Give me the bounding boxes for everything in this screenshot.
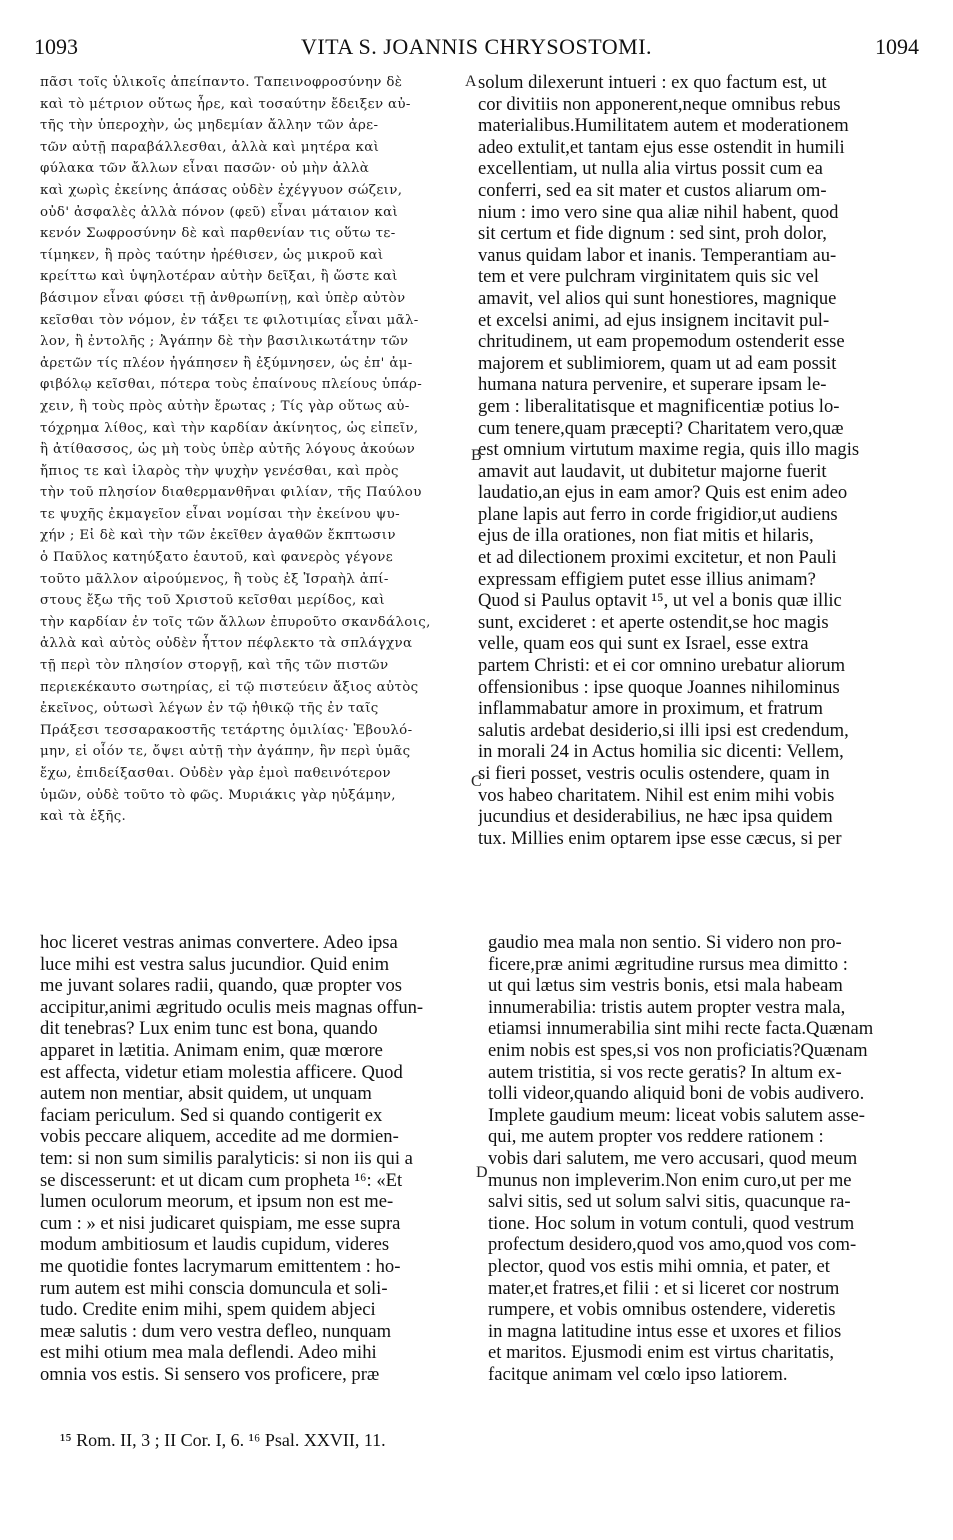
text-line: περιεκέκαυτο σωτηρίας, εἰ τῷ πιστεύειν ἄξιος αὐτὸς bbox=[40, 679, 419, 695]
text-line: ἀρετῶν τίς πλέον ἠγάπησεν ἢ ἐξύμνησεν, ὡς ἐπ' ἀμ- bbox=[40, 355, 413, 371]
text-line: facitque animam vel cœlo ipso latiorem. bbox=[488, 1363, 788, 1385]
text-line: si fieri posset, vestris oculis ostendere, quam in bbox=[478, 763, 830, 784]
text-line: Implete gaudium meum: liceat vobis salutem asse- bbox=[488, 1104, 865, 1126]
text-line: χειν, ἢ τοὺς πρὸς αὐτὴν ἔρωτας ; Τίς γὰρ οὕτως αὐ- bbox=[40, 398, 410, 414]
margin-marker-a: A bbox=[465, 73, 477, 90]
text-line: luce mihi est vestra salus jucundior. Quid enim bbox=[40, 953, 390, 975]
text-line: qui, me autem propter vos reddere rationem : bbox=[488, 1126, 824, 1148]
text-line: ἀλλὰ καὶ αὐτὸς οὐδὲν ἧττον πέφλεκτο τὰ σπλάγχνα bbox=[40, 636, 413, 652]
text-line: vobis dari salutem, me vero accusari, quod meum bbox=[488, 1147, 858, 1169]
text-line: lumen oculorum meorum, et ipsum non est me- bbox=[40, 1191, 394, 1213]
text-line: ἐκεῖνος, οὑτωσὶ λέγων ἐν τῷ ἠθικῷ τῆς ἐν ταῖς bbox=[40, 701, 379, 717]
text-line: τὴν τοῦ πλησίον διαθερμανθῆναι φιλίαν, τῆς Παύλου bbox=[40, 485, 422, 501]
text-line: enim nobis est spes,si vos non proficiatis?Quænam bbox=[488, 1039, 868, 1061]
margin-marker-c: C bbox=[471, 773, 482, 790]
text-line: τῇ περὶ τὸν πλησίον στοργῇ, καὶ τῆς τῶν πιστῶν bbox=[40, 658, 389, 674]
text-line: partem Christi: et ei cor omnino urebatur aliorum bbox=[478, 655, 846, 677]
text-line: tem: si non sum similis paralyticis: si non iis qui a bbox=[40, 1147, 413, 1169]
text-line: cum tenere,quam præcepti? Charitatem vero,quæ bbox=[478, 417, 844, 439]
text-line: meæ salutis : dum vero vestra defleo, nunquam bbox=[40, 1320, 392, 1342]
text-line: plector, quod vos estis mihi omnia, et pater, et bbox=[488, 1255, 830, 1277]
text-line: chritudinem, ut eam propemodum ostenderit esse bbox=[478, 331, 845, 353]
latin-text-column-top bbox=[478, 72, 923, 849]
text-line: τίμηκεν, ἢ πρὸς ταύτην ἠρέθισεν, ὡς μικροῦ καὶ bbox=[40, 247, 384, 263]
footnote: ¹⁵ Rom. II, 3 ; II Cor. I, 6. ¹⁶ Psal. XXVII, 11. bbox=[60, 1430, 386, 1450]
text-line: κεῖσθαι τὸν νόμον, ἐν τάξει τε φιλοτιμίας εἶναι μᾶλ- bbox=[40, 312, 419, 328]
text-line: hoc liceret vestras animas convertere. Adeo ipsa bbox=[40, 932, 398, 953]
page-title: VITA S. JOANNIS CHRYSOSTOMI. bbox=[300, 34, 653, 59]
text-line: munus non impleverim.Non enim curo,ut per me bbox=[488, 1169, 852, 1191]
text-line: se discesserunt: et ut dicam cum propheta ¹⁶: «Et bbox=[40, 1169, 403, 1191]
margin-marker-d: D bbox=[476, 1164, 488, 1181]
text-line: in magna latitudine intus esse et uxores et filios bbox=[488, 1320, 842, 1342]
text-line: et maritos. Ejusmodi enim est virtus charitatis, bbox=[488, 1342, 834, 1364]
text-line: vos habeo charitatem. Nihil est enim mihi vobis bbox=[478, 784, 835, 806]
text-line: omnia vos estis. Si sensero vos proficere, præ bbox=[40, 1363, 380, 1385]
text-line: sunt, excideret : et aperte ostendit,se hoc magis bbox=[478, 611, 829, 633]
text-line: sit certum et fide dignum : sed sint, proh dolor, bbox=[478, 223, 827, 245]
text-line: autem non mentiar, absit quidem, ut unquam bbox=[40, 1083, 372, 1105]
text-line: ficere,præ animi ægritudine rursus mea dimitto : bbox=[488, 953, 848, 975]
text-line: apparet in lætitia. Animam enim, quæ mœrore bbox=[40, 1039, 383, 1061]
text-line: materialibus.Humilitatem autem et moderationem bbox=[478, 115, 849, 137]
text-line: me juvant solares radii, quando, quæ propter vos bbox=[40, 975, 402, 997]
text-line: me quotidie fontes lacrymarum emittentem : ho- bbox=[40, 1255, 401, 1277]
text-line: ὁ Παῦλος κατηύξατο ἑαυτοῦ, καὶ φανερὸς γέγονε bbox=[40, 550, 394, 566]
text-line: etiamsi innumerabilia sint mihi recte facta.Quænam bbox=[488, 1018, 874, 1040]
text-line: autem tristitia, si vos recte geratis? In altum ex- bbox=[488, 1061, 842, 1083]
text-line: τῶν αὐτῇ παραβάλλεσθαι, ἀλλὰ καὶ μητέρα καὶ bbox=[40, 139, 380, 155]
text-line: ἤπιος τε καὶ ἱλαρὸς τὴν ψυχὴν γενέσθαι, καὶ πρὸς bbox=[40, 463, 399, 479]
text-line: ut qui lætus sim vestris bonis, etsi mala habeam bbox=[488, 975, 843, 997]
text-line: velle, quam eos qui sunt ex Israel, esse extra bbox=[478, 633, 809, 655]
text-line: gem : liberalitatisque et magnificentiæ potius lo- bbox=[478, 395, 840, 417]
text-line: amavit, vel alios qui sunt honestiores, magnique bbox=[478, 287, 837, 309]
text-line: accipitur,animi ægritudo oculis meis magnas offun- bbox=[40, 996, 424, 1018]
text-line: βάσιμον εἶναι φύσει τῇ ἀνθρωπίνῃ, καὶ ὑπὲρ αὐτὸν bbox=[40, 290, 406, 306]
text-line: vobis peccare aliquem, accedite ad me dormien- bbox=[40, 1126, 399, 1148]
text-line: mater,et fratres,et filii : et si liceret cor nostrum bbox=[488, 1277, 840, 1299]
text-line: est mihi otium mea mala deflendi. Adeo mihi bbox=[40, 1342, 377, 1364]
text-line: et excelsi animi, ad ejus insignem incitavit pul- bbox=[478, 309, 830, 331]
text-line: gaudio mea mala non sentio. Si videro non pro- bbox=[488, 932, 842, 953]
page-number-left: 1093 bbox=[34, 34, 78, 59]
text-line: Quod si Paulus optavit ¹⁵, ut vel a bonis quæ illic bbox=[478, 590, 842, 612]
latin-text-column-bottom-left bbox=[40, 932, 476, 1385]
text-line: καὶ τὰ ἑξῆς. bbox=[40, 809, 127, 825]
text-line: nium : imo vero sine qua aliæ nihil habent, quod bbox=[478, 201, 839, 223]
text-line: χήν ; Εἰ δὲ καὶ τὴν τῶν ἐκεῖθεν ἀγαθῶν ἔκπτωσιν bbox=[40, 528, 396, 544]
text-line: tolli videor,quando aliquid boni de vobis audivero. bbox=[488, 1083, 865, 1105]
text-line: tione. Hoc solum in votum contuli, quod vestrum bbox=[488, 1212, 855, 1234]
text-line: inflammabatur amore in proximum, et fratrum bbox=[478, 698, 823, 720]
text-line: κρείττω καὶ ὑψηλοτέραν αὐτὴν δεῖξαι, ἢ ὥστε καὶ bbox=[40, 269, 398, 285]
text-line: λον, ἢ ἐντολῆς ; Ἀγάπην δὲ τὴν βασιλικωτάτην τῶν bbox=[40, 334, 409, 350]
text-line: πᾶσι τοῖς ὑλικοῖς ἀπείπαντο. Ταπεινοφροσύνην δὲ bbox=[40, 75, 403, 90]
text-line: est omnium virtutum maxime regia, quis illo magis bbox=[478, 439, 860, 461]
text-line: tux. Millies enim optarem ipse esse cæcus, si per bbox=[478, 827, 842, 849]
text-line: excellentiam, ut nulla alia virtus possit cum ea bbox=[478, 158, 823, 180]
text-line: τῆς τὴν ὑπεροχὴν, ὡς μηδεμίαν ἄλλην τῶν ἀρε- bbox=[40, 118, 379, 134]
text-line: ὑμῶν, οὐδὲ τοῦτο τὸ φῶς. Μυριάκις γὰρ ηὐξάμην, bbox=[40, 787, 396, 803]
text-line: cor divitiis non apponerent,neque omnibus rebus bbox=[478, 93, 841, 115]
text-line: ἔχω, ἐπιδείξασθαι. Οὐδὲν γὰρ ἐμοὶ παθεινότερον bbox=[40, 766, 391, 781]
text-line: jucundius et desiderabilius, ne hæc ipsa quidem bbox=[478, 806, 833, 828]
text-line: τε ψυχῆς ἐκμαγεῖον εἶναι νομίσαι τὴν ἐκείνου ψυ- bbox=[40, 506, 400, 522]
text-line: profectum desidero,quod vos amo,quod vos com- bbox=[488, 1234, 857, 1256]
text-line: solum dilexerunt intueri : ex quo factum est, ut bbox=[478, 72, 827, 93]
text-line: salutis ardebat desiderio,si illi ipsi est credendum, bbox=[478, 719, 849, 741]
text-line: ἢ ἀτίθασσος, ὡς μὴ τοὺς ὑπὲρ αὐτῆς λόγους ἀκούων bbox=[40, 442, 416, 458]
text-line: modum ambitiosum et laudis cupidum, videres bbox=[40, 1234, 390, 1256]
text-line: Πράξεσι τεσσαρακοστῆς τετάρτης ὁμιλίας· Ἐβουλό- bbox=[40, 722, 413, 738]
text-line: τοῦτο μᾶλλον αἱρούμενος, ἢ τοὺς ἐξ Ἰσραὴλ ἀπί- bbox=[40, 571, 389, 587]
page-number-right: 1094 bbox=[875, 34, 919, 59]
text-line: κενόν Σωφροσύνην δὲ καὶ παρθενίαν τις οὕτω τε- bbox=[40, 226, 396, 242]
text-line: offensionibus : ipse quoque Joannes nihilominus bbox=[478, 676, 840, 698]
text-line: τόχρημα λίθος, καὶ τὴν καρδίαν ἀκίνητος, ὡς εἰπεῖν, bbox=[40, 420, 419, 436]
text-line: φιβόλῳ κεῖσθαι, πότερα τοὺς ἐπαίνους πλείους ὑπάρ- bbox=[40, 377, 423, 393]
text-line: faciam periculum. Sed si quando contigerit ex bbox=[40, 1104, 383, 1126]
text-line: in morali 24 in Actus homilia sic dicenti: Vellem, bbox=[478, 741, 844, 763]
text-line: majorem et sublimiorem, quam ut ad eam possit bbox=[478, 352, 837, 374]
text-line: humana natura pervenire, et superare ipsam le- bbox=[478, 374, 827, 396]
text-line: καὶ τὸ μέτριον οὕτως ἦρε, καὶ τοσαύτην ἔδειξεν αὐ- bbox=[40, 96, 411, 112]
text-line: οὐδ' ἀσφαλὲς ἀλλὰ πόνον (φεῦ) εἶναι μάταιον καὶ bbox=[40, 204, 399, 220]
margin-marker-b: B bbox=[471, 447, 482, 464]
text-line: et ad dilectionem proximi excitetur, et non Pauli bbox=[478, 547, 837, 569]
text-line: στους ἔξω τῆς τοῦ Χριστοῦ κεῖσθαι μερίδος, καὶ bbox=[40, 593, 385, 609]
greek-text-column bbox=[40, 72, 472, 828]
text-line: τὴν καρδίαν ἐν τοῖς τῶν ἄλλων ἐπυροῦτο σκανδάλοις, bbox=[40, 614, 431, 630]
running-head bbox=[34, 34, 919, 62]
text-line: vanus quidam labor et inanis. Temperantiam au- bbox=[478, 244, 837, 266]
text-line: ejus de illa orationes, non fiat mitis et hilaris, bbox=[478, 525, 814, 547]
text-line: est affecta, videtur etiam molestia afficere. Quod bbox=[40, 1061, 403, 1083]
text-line: salvi sitis, sed ut solum salvi sitis, quacunque ra- bbox=[488, 1191, 851, 1213]
text-line: rum autem est mihi conscia domuncula et soli- bbox=[40, 1277, 388, 1299]
text-line: conferri, sed ea sit mater et custos aliarum om- bbox=[478, 179, 827, 201]
text-line: plane lapis aut ferro in corde frigidior,ut audiens bbox=[478, 503, 838, 525]
text-line: innumerabilia: tristis autem propter vestra mala, bbox=[488, 996, 846, 1018]
text-line: rumpere, et vobis omnibus ostendere, videretis bbox=[488, 1299, 836, 1321]
text-line: tudo. Credite enim mihi, spem quidem abjeci bbox=[40, 1299, 376, 1321]
text-line: μην, εἰ οἷόν τε, ὄψει αὐτῇ τὴν ἀγάπην, ἣν περὶ ὑμᾶς bbox=[40, 744, 411, 760]
text-line: expressam effigiem putet esse illius animam? bbox=[478, 568, 816, 590]
text-line: φύλακα τῶν ἄλλων εἶναι πασῶν· οὐ μὴν ἀλλὰ bbox=[40, 161, 370, 177]
text-line: laudatio,an ejus in eam amor? Quis est enim adeo bbox=[478, 482, 848, 504]
text-line: tem et vere pulchram virginitatem quis sic vel bbox=[478, 266, 819, 288]
text-line: adeo extulit,et tantam ejus esse ostendit in humili bbox=[478, 136, 845, 158]
latin-text-column-bottom-right bbox=[488, 932, 924, 1385]
text-line: dit tenebras? Lux enim tunc est bona, quando bbox=[40, 1018, 378, 1040]
text-line: cum : » et nisi judicaret quispiam, me esse supra bbox=[40, 1212, 401, 1234]
text-line: καὶ χωρὶς ἐκείνης ἁπάσας οὐδὲν ἐχέγγυον σώζειν, bbox=[40, 182, 403, 198]
text-line: amavit aut laudavit, ut dubitetur majorne fuerit bbox=[478, 460, 827, 482]
